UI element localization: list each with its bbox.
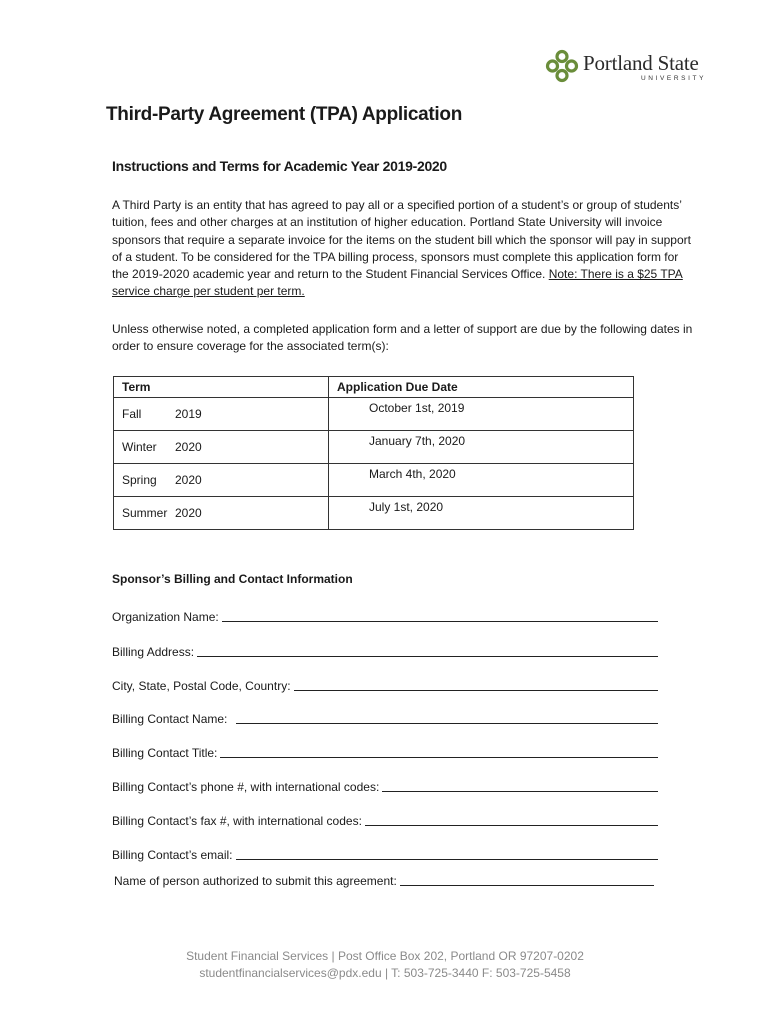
document-subtitle: Instructions and Terms for Academic Year 2019-2020: [112, 158, 447, 174]
field-blank-line[interactable]: [236, 848, 659, 860]
term-cell: [114, 431, 329, 464]
due-date: March 4th, 2020: [369, 467, 456, 481]
document-title: Third-Party Agreement (TPA) Application: [106, 104, 463, 125]
term-year: 2020: [175, 473, 202, 487]
authorized-person-field[interactable]: [114, 874, 654, 888]
field-blank-line[interactable]: [294, 679, 658, 691]
field-blank-line[interactable]: [220, 746, 658, 758]
deadlines-paragraph: Unless otherwise noted, a completed application form and a letter of support are due by the following dates in order to ensure coverage for the associated term(s):: [112, 322, 693, 354]
table-row: [114, 464, 634, 497]
sponsor-section-heading: Sponsor’s Billing and Contact Information: [112, 572, 353, 586]
term-header: Term: [114, 377, 329, 398]
due-date-cell: [329, 398, 634, 431]
billing-contact-title-field[interactable]: [112, 746, 658, 760]
due-date-cell: [329, 497, 634, 530]
due-date: October 1st, 2019: [369, 401, 465, 415]
field-blank-line[interactable]: [236, 712, 658, 724]
organization-name-field[interactable]: [112, 610, 658, 624]
field-blank-line[interactable]: [382, 780, 658, 792]
term-cell: [114, 398, 329, 431]
billing-contact-phone-field[interactable]: [112, 780, 658, 794]
intro-text: A Third Party is an entity that has agreed to pay all or a specified portion of a student’s or group of students’ tuition, fees and other charges at an institution of higher education. Portland State University will invoice sponsors that require a separate invoice for the items on the student bill which the sponsor will pay in support of a student. To be considered for the TPA billing process, sponsors must complete this application form for the 2019-2020 academic year and return to the Student Financial Services Office.: [112, 198, 691, 282]
field-label: Name of person authorized to submit this agreement:: [114, 874, 397, 888]
logo-name: Portland State: [583, 51, 699, 75]
field-label: Billing Contact’s email:: [112, 848, 233, 862]
term-cell: [114, 497, 329, 530]
term-name: Fall: [122, 407, 142, 421]
due-date-cell: [329, 431, 634, 464]
term-name: Summer: [122, 506, 168, 520]
field-label: Billing Contact’s fax #, with international codes:: [112, 814, 362, 828]
field-label: Billing Contact Name:: [112, 712, 228, 726]
billing-address-field[interactable]: [112, 645, 658, 659]
term-cell: [114, 464, 329, 497]
field-blank-line[interactable]: [197, 645, 658, 657]
due-date-header: Application Due Date: [329, 377, 634, 398]
due-date: July 1st, 2020: [369, 500, 444, 514]
psu-logo-mark-icon: [545, 49, 579, 83]
term-name: Winter: [122, 440, 157, 454]
table-row: [114, 398, 634, 431]
term-year: 2020: [175, 506, 202, 520]
term-year: 2020: [175, 440, 202, 454]
field-label: City, State, Postal Code, Country:: [112, 679, 291, 693]
field-blank-line[interactable]: [400, 874, 654, 886]
table-row: [114, 431, 634, 464]
university-logo: [545, 49, 705, 85]
due-dates-table: [113, 376, 634, 530]
table-header-row: [114, 377, 634, 398]
service-charge-note: Note: There is a $25 TPA service charge per student per term.: [112, 267, 683, 299]
billing-contact-email-field[interactable]: [112, 848, 658, 862]
due-date: January 7th, 2020: [369, 434, 466, 448]
field-label: Billing Contact Title:: [112, 746, 218, 760]
due-date-cell: [329, 464, 634, 497]
field-label: Billing Address:: [112, 645, 195, 659]
field-blank-line[interactable]: [365, 814, 658, 826]
table-row: [114, 497, 634, 530]
billing-contact-fax-field[interactable]: [112, 814, 658, 828]
term-name: Spring: [122, 473, 157, 487]
logo-subtitle: UNIVERSITY: [641, 75, 707, 82]
intro-paragraph: [112, 197, 697, 301]
term-year: 2019: [175, 407, 202, 421]
city-state-postal-country-field[interactable]: [112, 679, 658, 693]
footer-contact: studentfinancialservices@pdx.edu | T: 503-725-3440 F: 503-725-5458: [199, 966, 571, 980]
field-label: Billing Contact’s phone #, with international codes:: [112, 780, 380, 794]
field-blank-line[interactable]: [222, 610, 658, 622]
billing-contact-name-field[interactable]: [112, 712, 658, 726]
footer-address: Student Financial Services | Post Office Box 202, Portland OR 97207-0202: [186, 949, 584, 963]
field-label: Organization Name:: [112, 610, 219, 624]
